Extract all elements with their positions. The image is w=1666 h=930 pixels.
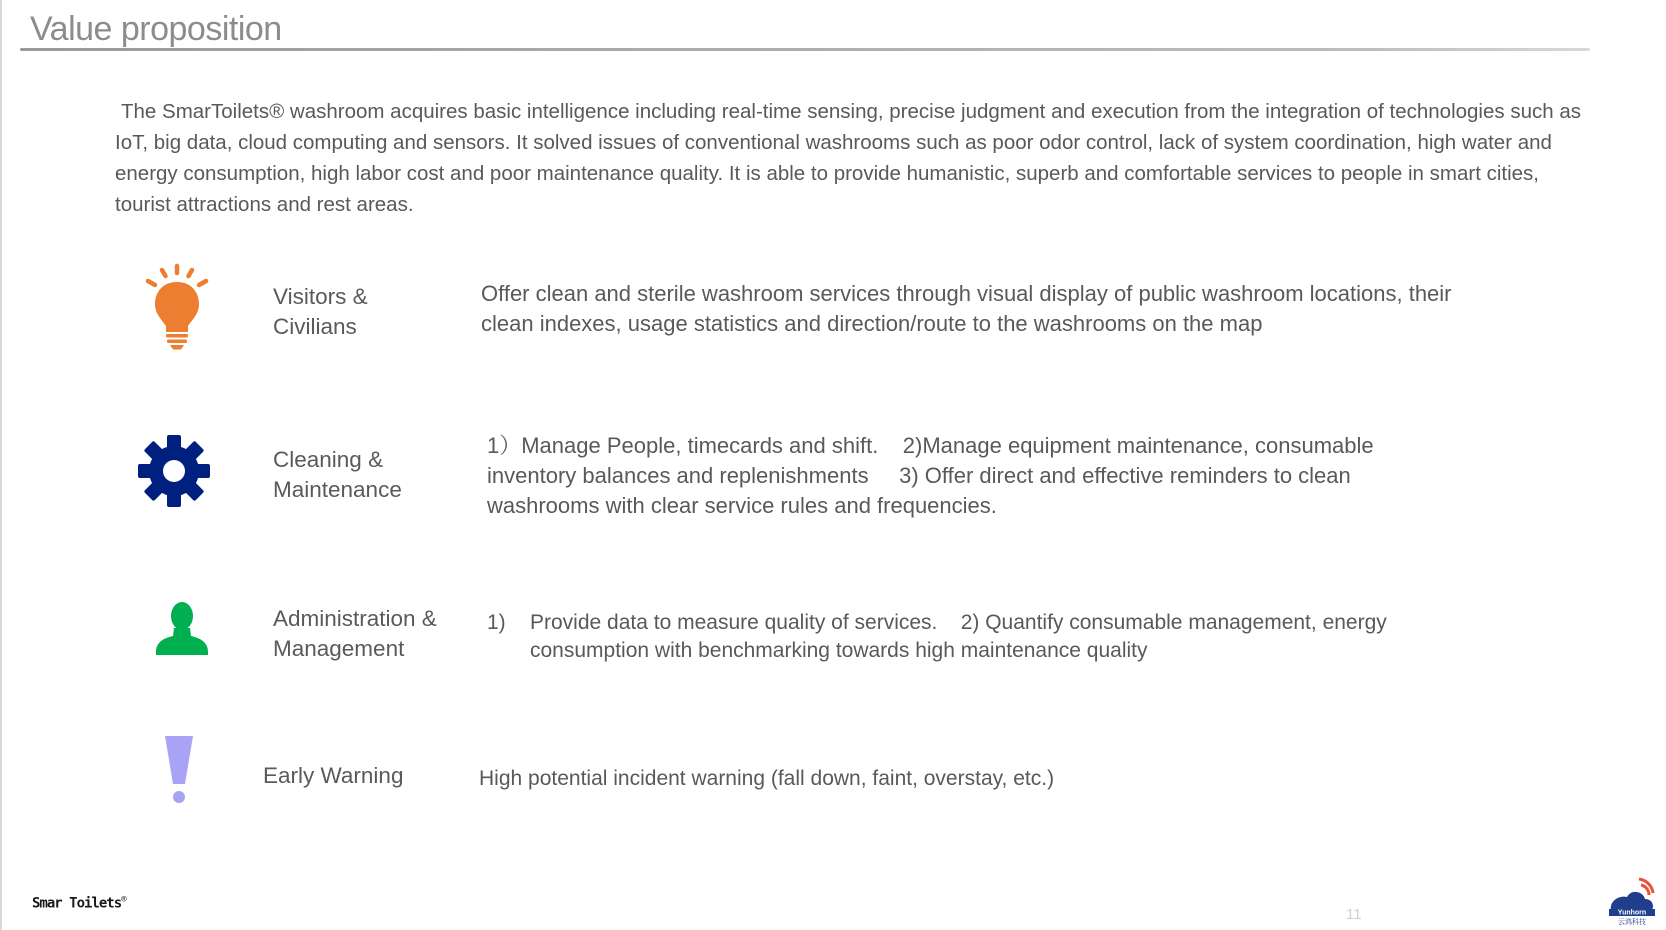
row-label — [273, 282, 473, 342]
smartoilets-logo — [32, 895, 126, 912]
row-label-line: Management — [273, 636, 405, 661]
intro-paragraph — [115, 96, 1585, 220]
row-label-line: Cleaning & — [273, 447, 384, 472]
row-description-line: inventory balances and replenishments 3) Offer direct and effective reminders to clean — [487, 463, 1351, 488]
brand-cjk: 云鸿科技 — [1618, 918, 1646, 926]
yunhorn-logo — [1605, 873, 1661, 927]
title-underline — [20, 48, 1590, 51]
row-label: Early Warning — [263, 763, 404, 788]
gear-icon — [138, 435, 210, 507]
exclamation-icon — [163, 734, 199, 808]
page-number: 11 — [1346, 906, 1362, 923]
logo-mark: ® — [121, 895, 126, 905]
logo-text: Smar Toilets — [32, 895, 122, 912]
row-description — [479, 764, 1054, 794]
row-description-line: Offer clean and sterile washroom services through visual display of public washroom locations, their — [481, 281, 1452, 306]
intro-text: The SmarToilets® washroom acquires basic intelligence including real-time sensing, precise judgment and execution from the integration of technologies such as IoT, big data, cloud computing and sensors. It solved issues of conventional washrooms such as poor odor control, lack of system coordination, high water and energy consumption, high labor cost and poor maintenance quality. It is able to provide humanistic, superb and comfortable services to people in smart cities, tourist attractions and rest areas. — [115, 100, 1581, 216]
row-label — [273, 604, 473, 664]
slide-title: Value proposition — [30, 10, 282, 48]
person-icon — [152, 600, 212, 656]
row-description — [487, 431, 1374, 521]
row-description-line: High potential incident warning (fall down, faint, overstay, etc.) — [479, 767, 1055, 790]
row-label-line: Maintenance — [273, 477, 402, 502]
row-label-line: Visitors & — [273, 284, 368, 309]
row-description-line: clean indexes, usage statistics and direction/route to the washrooms on the map — [481, 311, 1263, 336]
row-number: 1) — [487, 611, 506, 634]
row-label — [273, 445, 473, 505]
row-description-line: consumption with benchmarking towards high maintenance quality — [530, 639, 1148, 662]
row-description-line: washrooms with clear service rules and frequencies. — [487, 493, 997, 518]
row-description-line: 1）Manage People, timecards and shift. 2)Manage equipment maintenance, consumable — [487, 433, 1374, 458]
brand-name: Yunhorn — [1617, 909, 1647, 917]
left-edge-line — [0, 0, 2, 930]
row-label-line: Civilians — [273, 314, 357, 339]
row-description — [481, 279, 1452, 339]
row-label-line: Administration & — [273, 606, 437, 631]
lightbulb-icon — [142, 262, 212, 352]
row-description — [530, 609, 1387, 665]
row-description-line: Provide data to measure quality of services. 2) Quantify consumable management, energy — [530, 611, 1387, 634]
